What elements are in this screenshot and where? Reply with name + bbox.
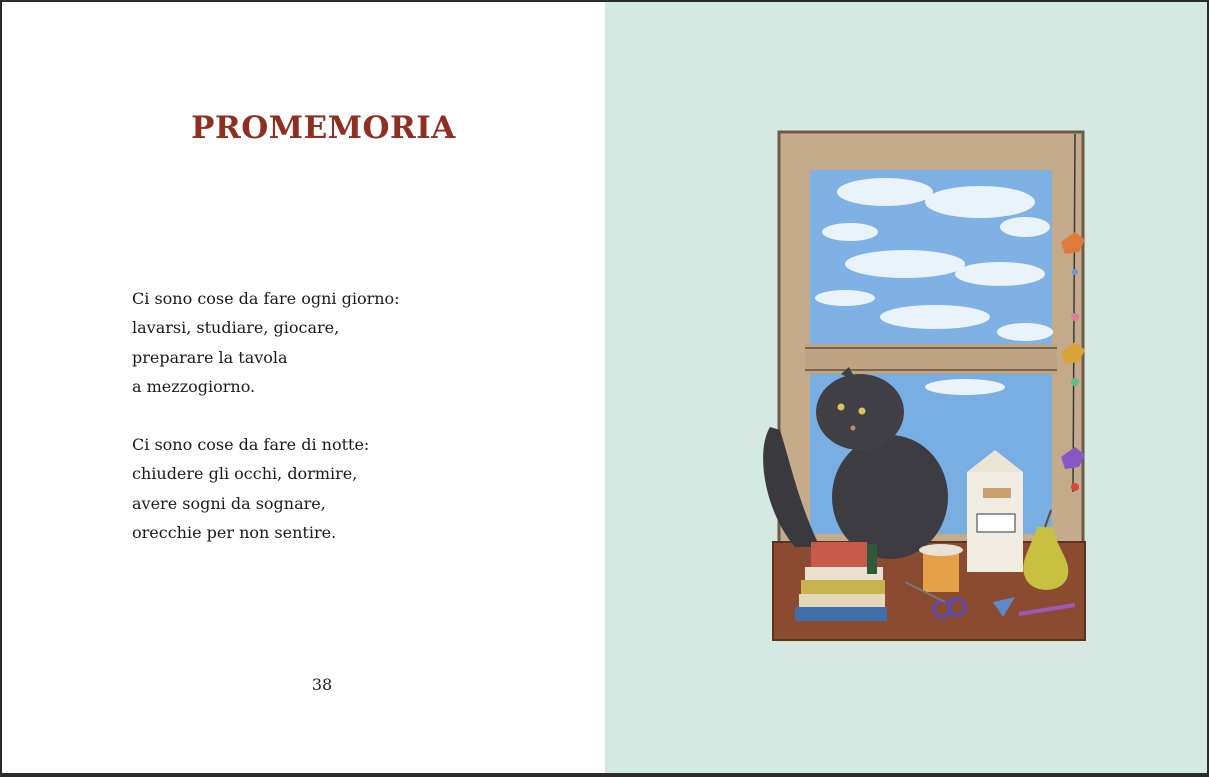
cat-nose (851, 426, 856, 431)
poem-line: avere sogni da sognare, (132, 493, 326, 513)
page-number: 38 (311, 675, 333, 694)
left-page (2, 2, 605, 773)
poem-line: preparare la tavola (132, 347, 288, 367)
poem-line: Ci sono cose da fare di notte: (132, 435, 370, 455)
cat-eye (838, 404, 845, 411)
poem-line: Ci sono cose da fare ogni giorno: (132, 289, 400, 308)
poem-title: PROMEMORIA (191, 110, 456, 146)
right-page (605, 2, 1207, 773)
poem-body (132, 284, 400, 576)
stanza-2 (132, 430, 400, 547)
window-cat-illustration (605, 2, 1207, 773)
poem-line: chiudere gli occhi, dormire, (132, 464, 358, 484)
cat-eye (859, 408, 866, 415)
milk-carton (967, 450, 1023, 572)
poem-line: a mezzogiorno. (132, 376, 256, 396)
poem-line: orecchie per non sentire. (132, 523, 337, 543)
cup (923, 550, 959, 592)
book-spread (2, 2, 1207, 773)
cat-body (832, 435, 948, 559)
poem-line: lavarsi, studiare, giocare, (132, 318, 340, 338)
stanza-1 (132, 284, 400, 401)
